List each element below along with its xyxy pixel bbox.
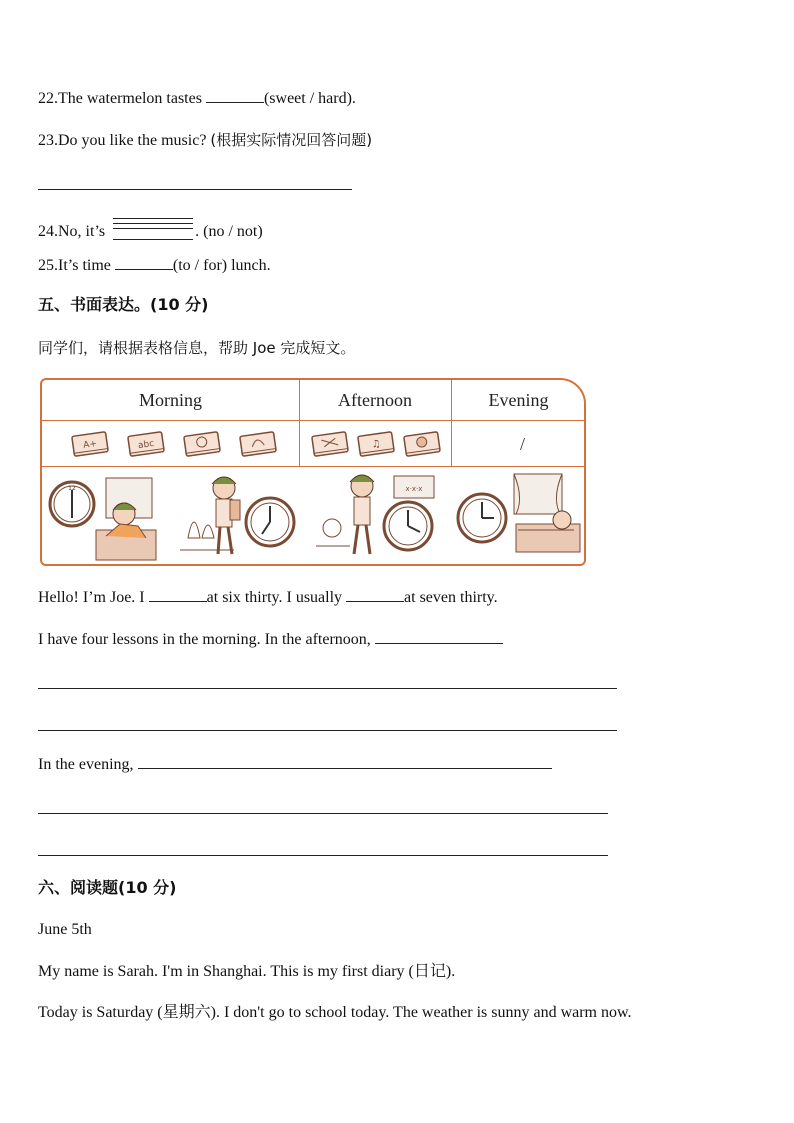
clock-icon — [384, 502, 432, 550]
q23-answer-line[interactable] — [38, 189, 352, 190]
question-24 — [38, 218, 263, 242]
q24-answer-lines[interactable] — [113, 218, 193, 242]
evening-blank[interactable] — [138, 754, 552, 769]
afternoon-scene — [310, 466, 450, 564]
book-icon — [182, 430, 222, 458]
essay-usually: at six thirty. I usually — [206, 589, 347, 606]
q25-options: (to / for) lunch. — [172, 257, 271, 274]
svg-text:abc: abc — [137, 438, 155, 452]
book-icon — [310, 430, 350, 458]
section-5-instruction: 同学们，请根据表格信息，帮助 Joe 完成短文。 — [38, 339, 356, 357]
clock-icon — [50, 482, 94, 526]
reading-date: June 5th — [38, 921, 92, 938]
q24-options: . (no / not) — [195, 223, 263, 240]
essay-evening-text: In the evening, — [38, 756, 138, 773]
afternoon-blank[interactable] — [375, 629, 503, 644]
essay-line-1 — [38, 587, 498, 608]
essay-afternoon-text: I have four lessons in the morning. In the afternoon, — [38, 631, 375, 648]
header-evening: Evening — [488, 390, 549, 410]
q23-hint: (根据实际情况回答问题) — [210, 131, 373, 149]
book-icon — [238, 430, 278, 458]
svg-text:x·x·x: x·x·x — [405, 485, 423, 493]
wake-up-scene — [46, 468, 158, 564]
reading-paragraph-1: My name is Sarah. I'm in Shanghai. This is my first diary (日记). — [38, 963, 456, 980]
wake-up-blank[interactable] — [149, 587, 207, 602]
section-6-title: 六、阅读题(10 分) — [38, 878, 177, 897]
essay-time: at seven thirty. — [404, 589, 498, 606]
writing-line[interactable] — [38, 813, 608, 814]
essay-line-3 — [38, 754, 552, 775]
header-afternoon: Afternoon — [338, 390, 412, 410]
clock-icon — [246, 498, 294, 546]
question-25 — [38, 255, 271, 276]
reading-paragraph-2: Today is Saturday (星期六). I don't go to school today. The weather is sunny and warm now. — [38, 1004, 632, 1021]
go-to-school-blank[interactable] — [346, 587, 404, 602]
q22-answer-blank[interactable] — [206, 88, 264, 103]
essay-line-2 — [38, 629, 503, 650]
writing-line[interactable] — [38, 730, 617, 731]
q22-options: (sweet / hard). — [263, 90, 356, 107]
q25-answer-blank[interactable] — [115, 255, 173, 270]
book-icon — [70, 430, 110, 458]
writing-line[interactable] — [38, 855, 608, 856]
clock-icon — [458, 494, 506, 542]
writing-line[interactable] — [38, 688, 617, 689]
schedule-table — [40, 378, 586, 566]
book-icon — [126, 430, 166, 458]
header-morning: Morning — [139, 390, 202, 410]
svg-text:12: 12 — [68, 485, 76, 492]
question-23 — [38, 130, 372, 151]
evening-bed-scene — [454, 468, 584, 564]
q23-text: 23.Do you like the music? — [38, 132, 211, 149]
q25-prefix: 25.It’s time — [38, 257, 115, 274]
svg-text:A+: A+ — [82, 439, 98, 451]
essay-intro: Hello! I’m Joe. I — [38, 589, 149, 606]
evening-no-lessons-mark: / — [520, 434, 526, 454]
q24-prefix: 24.No, it’s — [38, 223, 106, 240]
book-icon — [402, 430, 442, 458]
svg-text:♫: ♫ — [370, 438, 382, 451]
book-icon — [356, 430, 396, 458]
q22-prefix: 22.The watermelon tastes — [38, 90, 206, 107]
question-22 — [38, 88, 356, 109]
go-to-school-scene — [174, 466, 298, 564]
section-5-title: 五、书面表达。(10 分) — [38, 295, 209, 314]
